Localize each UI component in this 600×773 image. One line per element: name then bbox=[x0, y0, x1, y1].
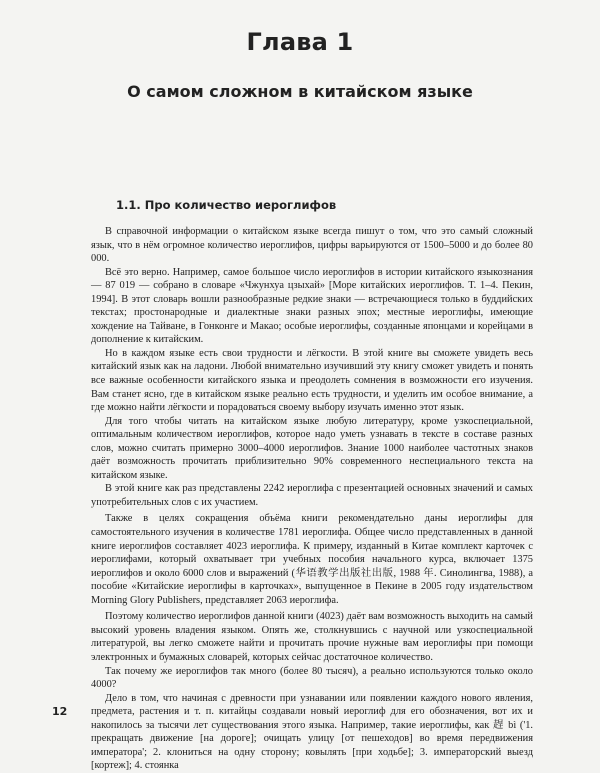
paragraph: Но в каждом языке есть свои трудности и лёгкости. В этой книге вы сможете увидеть весь китайский язык как на ладони. Любой внимательно изучивший эту книгу сможет увидеть и понять все важные особенности китайского языка и преодолеть сомнения в возможности его изучения. Вам станет ясно, где в китайском языке реально есть трудности, и уделить им особое внимание, а где можно найти лёгкости и порадоваться своему выбору изучать именно этот язык. bbox=[91, 347, 533, 414]
section-heading: 1.1. Про количество иероглифов bbox=[116, 198, 337, 212]
paragraph: Поэтому количество иероглифов данной книги (4023) даёт вам возможность выходить на самый высокий уровень владения языком. Опять же, столкнувшись с научной или узкоспециальной литературой, вы легко сможете найти и прочитать прочие нужные вам иероглифы при помощи электронных и бумажных словарей, которых сейчас достаточное количество. bbox=[91, 611, 533, 663]
paragraph: Также в целях сокращения объёма книги рекомендательно даны иероглифы для самостоятельного изучения в количестве 1781 иероглифа. Общее число представленных в данной книге иероглифов составляет 4023 иероглифа. К примеру, изданный в Китае комплект карточек с иероглифами, который охватывает три учебных пособия начального курса, включает 1375 иероглифов и около 6000 слов и выражений (华语教学出版社出版, 1988 年. Синолингва, 1988), а пособие «Китайские иероглифы в карточках», выпущенное в Пекине в 2005 году издательством Morning Glory Publishers, представляет 2063 иероглифа. bbox=[91, 513, 533, 606]
chapter-title: Глава 1 bbox=[246, 28, 354, 56]
paragraph: В справочной информации о китайском языке всегда пишут о том, что это самый сложный язык, что в нём огромное количество иероглифов, цифры варьируются от 1500–5000 и до более 80 000. bbox=[91, 226, 533, 265]
paragraph: В этой книге как раз представлены 2242 иероглифа с презентацией основных значений и самых употребительных слов с их участием. bbox=[91, 483, 533, 508]
paragraph: Всё это верно. Например, самое большое число иероглифов в истории китайского языкознания — 87 019 — собрано в словаре «Чжунхуа цзыхай» [Море китайских иероглифов. Т. 1–4. Пекин, 1994]. В этот словарь вошли разнообразные редкие знаки — встречающиеся только в буддийских текстах; простонародные и диалектные знаки разных эпох; местные иероглифы, имеющие хождение на Тайване, в Гонконге и Макао; особые иероглифы, созданные японцами и корейцами в дополнение к китайским. bbox=[91, 266, 533, 346]
chapter-subtitle: О самом сложном в китайском языке bbox=[127, 82, 473, 101]
paragraph: Так почему же иероглифов так много (более 80 тысяч), а реально используются только около 4000? bbox=[91, 665, 533, 691]
paragraph: Дело в том, что начиная с древности при узнавании или появлении каждого нового явления, предмета, растения и т. п. китайцы создавали новый иероглиф для его обозначения, вот их и накопилось за тысячи лет существования этого языка. Например, такие иероглифы, как 趕 bì ('1. прекращать движение [на дороге]; очищать улицу [от пешеходов] во время передвижения императора'; 2. клониться на одну сторону; ковылять [при ходьбе]; 3. императорский выезд [кортеж]; 4. стоянка bbox=[91, 692, 533, 772]
paragraph: Для того чтобы читать на китайском языке любую литературу, кроме узкоспециальной, оптимальным количеством иероглифов, которое надо уметь узнавать в тексте в составе разных слов, можно считать примерно 3000–4000 иероглифов. Знание 1000 наиболее частотных знаков даёт возможность прочитать приблизительно 90% современного неспециального текста на китайском языке. bbox=[91, 415, 533, 481]
body-text bbox=[91, 225, 533, 773]
page-number: 12 bbox=[52, 705, 68, 718]
